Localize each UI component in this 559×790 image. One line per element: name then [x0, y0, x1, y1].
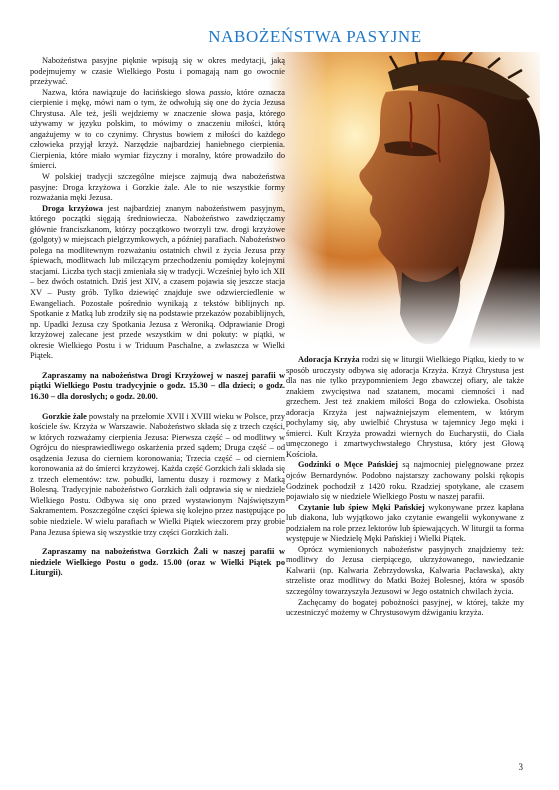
- droga-krzyzowa-invitation: Zapraszamy na nabożeństwa Drogi Krzyżowej w naszej parafii w piątki Wielkiego Postu tradycyjnie o godz. 15.30 – dla dzieci; o godz. 16.30 – dla dorosłych; o godz. 20.00.: [30, 370, 285, 401]
- droga-krzyzowa-paragraph: [30, 204, 285, 362]
- page-title: NABOŻEŃSTWA PASYJNE: [208, 27, 422, 46]
- text-run: , które oznacza cierpienie i mękę, mówi nam o tym, że odwołują się one do życia Jezusa Chrystusa. Ale też, jeśli wejdziemy w znaczenie słowa pasja, którego używamy w języku polskim, to mówimy o znaczeniu miłości, którą angażujemy w to co czynimy. Chrystus bowiem z miłości do każdego człowieka przyjął krzyż. Narzędzie najbardziej haniebnego cierpienia. Cierpienia, które miało wymiar fizyczny i moralny, które prowadziło do śmierci.: [30, 87, 285, 171]
- polish-tradition-paragraph: W polskiej tradycji szczególne miejsce zajmują dwa nabożeństwa pasyjne: Droga krzyżowa i Gorzkie żale. Ale to nie wszystkie formy rozważania męki Jezusa.: [30, 172, 285, 203]
- text-run: jest najbardziej znanym nabożeństwem pasyjnym, którego początki sięgają średniowiecza. Nabożeństwo zawdzięczamy głównie franciszkanom, którzy początkowo tworzyli tzw. drogi krzyżowe (golgoty) w miejscach pielgrzymkowych, a później parafiach. Nabożeństwo polega na modlitewnym rozważaniu ostatnich chwil z życia Jezusa przy śpiewach, modlitwach lub milczącym przechodzeniu pomiędzy kolejnymi stacjami. Liczba tych stacji zmieniała się w tradycji. Wcześniej było ich XII – bez dwóch ostatnich. Dziś jest XIV, a czasem pojawia się jeszcze stacja XV – Pusty grób. Tylko dziewięć znajduje swe odzwierciedlenie w Ewangeliach. Pozostałe pośrednio wynikają z tekstów biblijnych np. Spotkanie z Matką lub zrodziły się na podstawie przekazów pozabiblijnych, np. Upadki Jezusa czy Spotkania Jezusa z Weroniką. Odprawianie Drogi krzyżowej zalecane jest przede wszystkim w dni pokuty: w piątki, w okresie Wielkiego Postu i w Triduum Paschalne, a zwłaszcza w Wielki Piątek.: [30, 203, 285, 361]
- text-run: Nazwa, która nawiązuje do łacińskiego słowa: [42, 87, 210, 97]
- section-lead: Adoracja Krzyża: [298, 355, 360, 364]
- name-meaning-paragraph: [30, 88, 285, 172]
- gorzkie-zale-invitation: Zapraszamy na nabożeństwa Gorzkich Żali w naszej parafii w niedziele Wielkiego Postu o godz. 15.00 (oraz w Wielki Piątek po Liturgii).: [30, 547, 285, 578]
- text-run: wykonywane przez kapłana lub diakona, lub wyjątkowo jako czytanie ewangelii wykonywane z podziałem na role przez lektorów lub śpiewających. W liturgii ta forma występuje w Niedzielę Męki Pańskiej i Wielki Piątek.: [286, 502, 524, 544]
- text-run: powstały na przełomie XVII i XVIII wieku w Polsce, przy kościele św. Krzyża w Warszawie. Nabożeństwo składa się z trzech części, w których rozważamy cierpienia Jezusa: Pierwsza część – od modlitwy w Ogrójcu do niesprawiedliwego oskarżenia przed sądem; Druga część – od osądzenia Jezusa do cierniem koronowania; Trzecia część – od cierniem koronowania aż do śmierci krzyżowej. Każda część Gorzkich żali składa się z trzech elementów: tzw. pobudki, lamentu duszy i rozmowy z Matką Bolesną. Tradycyjnie nabożeństwo Gorzkich żali odprawia się w niedziele Wielkiego Postu. Odbywa się ono przed wystawionym Najświętszym Sakramentem. Poszczególne części śpiewa się kolejno przez następujące po sobie niedziele. W wielu parafiach w Wielki Piątek wieczorem przy grobie Pana Jezusa śpiewa się wszystkie trzy części Gorzkich żali.: [30, 411, 285, 537]
- meka-panska-paragraph: [286, 503, 524, 545]
- page-number: 3: [518, 762, 523, 772]
- text-run: są najmocniej pielęgnowane przez ojców Bernardynów. Podobno najstarszy zachowany polski rękopis Godzinek pochodził z 1420 roku. Rzadziej spotykane, ale czasem pojawiało się w niedziele Wielkiego Postu w naszej parafii.: [286, 460, 524, 502]
- section-lead: Gorzkie żale: [42, 411, 87, 421]
- crucified-christ-crown-of-thorns-image: [268, 52, 540, 350]
- section-lead: Czytanie lub śpiew Męki Pańskiej: [298, 502, 425, 512]
- left-text-column: [30, 56, 285, 579]
- intro-paragraph: Nabożeństwa pasyjne pięknie wpisują się w okres medytacji, jaką podejmujemy w czasie Wielkiego Postu i pomagają nam go owocnie przeżywać.: [30, 56, 285, 87]
- text-run: rodzi się w liturgii Wielkiego Piątku, kiedy to w sposób uroczysty odbywa się adoracja Krzyża. Krzyż Chrystusa jest dla nas nie tylko przypomnieniem Jego zbawczej ofiary, ale także znakiem zwycięstwa nad szatanem, mocami ciemności i nad grzechem. Jest też znakiem miłości Boga do człowieka. Osobista adoracja Krzyża jest najważniejszym elementem, w którym pochylamy się, aby uwielbić Chrystusa w tajemnicy Jego męki i śmierci. Kult Krzyża prowadzi wiernych do Eucharystii, do Ciała umęczonego i zmartwychwstałego Chrystusa, który jest Głową Kościoła.: [286, 355, 524, 459]
- italic-term: passio: [209, 87, 231, 97]
- adoracja-krzyza-paragraph: [286, 355, 524, 460]
- godzinki-paragraph: [286, 460, 524, 502]
- closing-paragraph: Zachęcamy do bogatej pobożności pasyjnej, w której, także my uczestniczyć możemy w Chrystusowym dźwiganiu krzyża.: [286, 597, 524, 618]
- section-lead: Godzinki o Męce Pańskiej: [298, 460, 398, 470]
- section-lead: Droga krzyżowa: [42, 203, 103, 213]
- other-devotions-paragraph: Oprócz wymienionych nabożeństw pasyjnych znajdziemy też: modlitwy do Jezusa cierpiącego, ukrzyżowanego, nawiedzanie Kalwarii (np. Kalwaria Zebrzydowska, Kalwaria Pacławska), akty strzeliste oraz modlitwy do Matki Bożej Bolesnej, która w sposób szczególny towarzyszyła Jezusowi w Jego ostatnich chwilach życia.: [286, 544, 524, 597]
- right-text-column: [286, 355, 524, 619]
- gorzkie-zale-paragraph: [30, 412, 285, 539]
